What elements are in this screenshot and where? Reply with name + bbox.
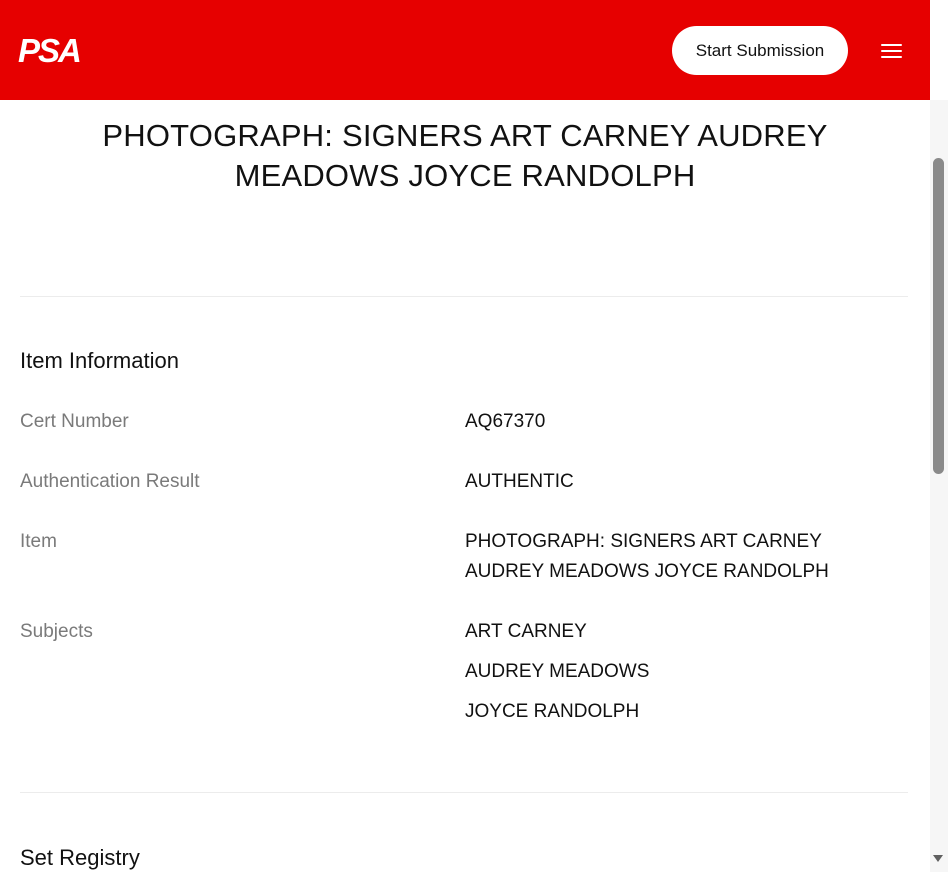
scrollbar-thumb[interactable] — [933, 158, 944, 474]
scroll-down-arrow-icon[interactable] — [933, 855, 943, 862]
start-submission-button[interactable]: Start Submission — [672, 26, 848, 75]
authentication-result-value: AUTHENTIC — [465, 471, 574, 492]
page-title: PHOTOGRAPH: SIGNERS ART CARNEY AUDREY MEADOWS JOYCE RANDOLPH — [102, 118, 828, 193]
section-divider — [20, 792, 908, 793]
cert-number-value: AQ67370 — [465, 411, 546, 432]
subjects-label: Subjects — [20, 621, 93, 642]
hamburger-menu-icon[interactable] — [880, 41, 904, 61]
item-information-heading: Item Information — [20, 348, 179, 373]
subject-item: AUDREY MEADOWS — [465, 661, 650, 682]
subject-item: ART CARNEY — [465, 621, 587, 642]
subject-item: JOYCE RANDOLPH — [465, 701, 640, 722]
psa-logo[interactable] — [18, 34, 98, 68]
authentication-result-label: Authentication Result — [20, 471, 200, 492]
cert-number-label: Cert Number — [20, 411, 129, 432]
item-value: PHOTOGRAPH: SIGNERS ART CARNEY AUDREY MEADOWS JOYCE RANDOLPH — [465, 531, 829, 582]
set-registry-heading: Set Registry — [20, 845, 140, 870]
item-label: Item — [20, 531, 57, 552]
psa-logo-text: PSA — [18, 34, 80, 68]
site-header — [0, 0, 930, 100]
section-divider — [20, 296, 908, 297]
